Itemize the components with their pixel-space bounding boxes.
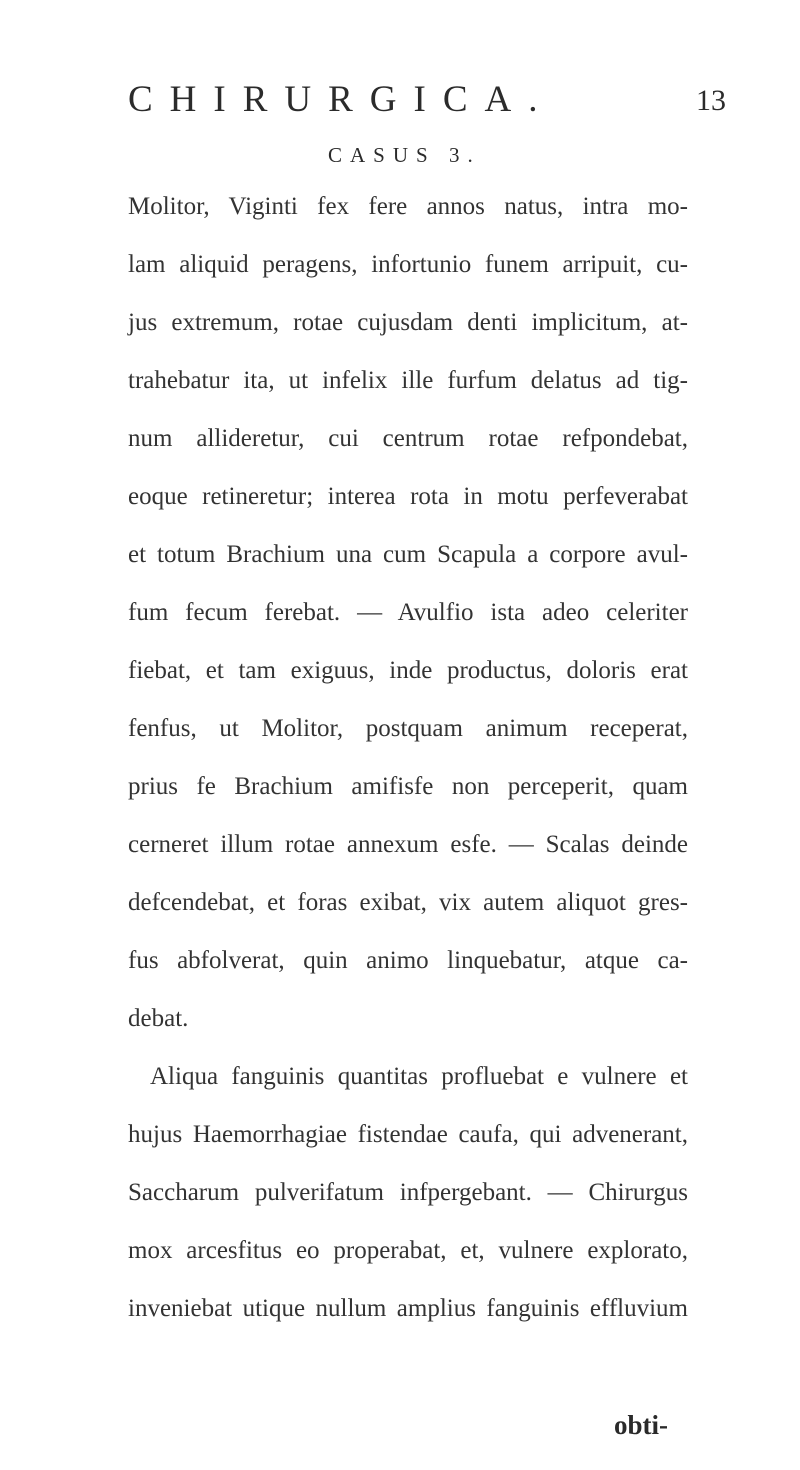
text-line: trahebatur ita, ut infelix ille furfum delatus ad tig- xyxy=(128,367,688,394)
case-heading: CASUS 3. xyxy=(328,143,481,167)
text-line-paragraph-start: Aliqua fanguinis quantitas profluebat e vulnere et xyxy=(150,1063,688,1090)
text-line: fum fecum ferebat. — Avulfio ista adeo celeriter xyxy=(128,599,688,626)
text-line: fiebat, et tam exiguus, inde productus, doloris erat xyxy=(128,657,688,684)
text-line: num allideretur, cui centrum rotae refpondebat, xyxy=(128,425,688,452)
text-line: inveniebat utique nullum amplius fanguinis effluvium xyxy=(128,1295,688,1322)
text-line: Molitor, Viginti fex fere annos natus, intra mo- xyxy=(128,193,688,220)
text-line: eoque retineretur; interea rota in motu perfeverabat xyxy=(128,483,688,510)
text-line: prius fe Brachium amifisfe non perceperit, quam xyxy=(128,773,688,800)
text-line: et totum Brachium una cum Scapula a corpore avul- xyxy=(128,541,688,568)
text-line: hujus Haemorrhagiae fistendae caufa, qui advenerant, xyxy=(128,1121,688,1148)
text-line-paragraph-end: debat. xyxy=(128,1005,189,1032)
text-line: mox arcesfitus eo properabat, et, vulnere explorato, xyxy=(128,1237,688,1264)
text-line: jus extremum, rotae cujusdam denti implicitum, at- xyxy=(128,309,688,336)
text-line: fus abfolverat, quin animo linquebatur, atque ca- xyxy=(128,947,688,974)
text-line: fenfus, ut Molitor, postquam animum receperat, xyxy=(128,715,688,742)
text-line: lam aliquid peragens, infortunio funem arripuit, cu- xyxy=(128,251,688,278)
running-head-title: CHIRURGICA. xyxy=(128,79,555,120)
page-number: 13 xyxy=(696,84,726,117)
text-line: Saccharum pulverifatum infpergebant. — Chirurgus xyxy=(128,1179,688,1206)
text-line: cerneret illum rotae annexum esfe. — Scalas deinde xyxy=(128,831,688,858)
catchword: obti- xyxy=(614,1410,668,1440)
text-line: defcendebat, et foras exibat, vix autem aliquot gres- xyxy=(128,889,688,916)
